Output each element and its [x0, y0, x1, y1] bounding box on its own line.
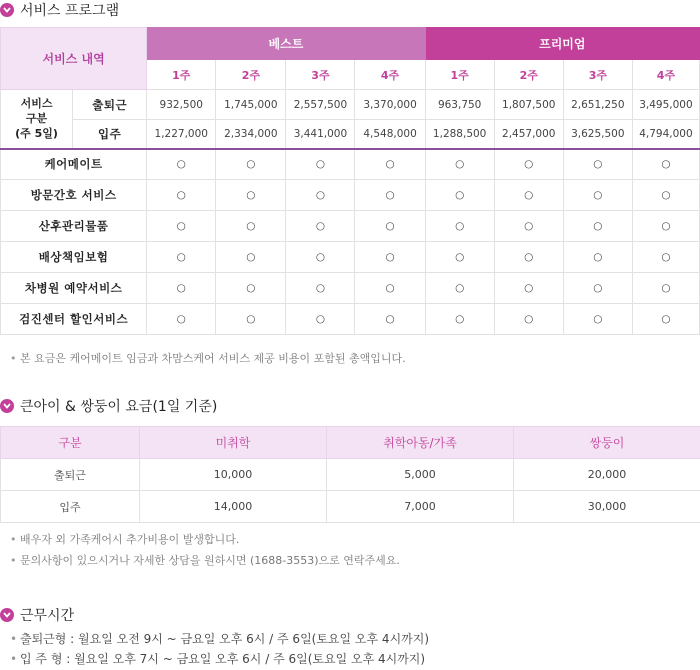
table-header: 구분: [1, 427, 140, 459]
feature-included-mark: ○: [632, 304, 699, 335]
week-header: 1주: [425, 60, 494, 90]
work-hours-live-in: • 입 주 형 : 월요일 오후 7시 ~ 금요일 오후 6시 / 주 6일(토요일 오후 4시까지): [10, 650, 425, 668]
feature-included-mark: ○: [425, 211, 494, 242]
price-cell: 4,794,000: [632, 120, 699, 149]
feature-included-mark: ○: [425, 149, 494, 180]
week-header: 2주: [494, 60, 563, 90]
table-cell: 7,000: [327, 491, 514, 523]
feature-label: 차병원 예약서비스: [1, 273, 147, 304]
feature-label: 방문간호 서비스: [1, 180, 147, 211]
feature-included-mark: ○: [355, 211, 425, 242]
feature-included-mark: ○: [147, 242, 216, 273]
feature-included-mark: ○: [425, 180, 494, 211]
section-work-hours-header: [0, 605, 74, 625]
table-cell: 출퇴근: [1, 459, 140, 491]
table-cell: 30,000: [514, 491, 700, 523]
price-cell: 3,495,000: [632, 90, 699, 120]
price-cell: 3,441,000: [286, 120, 355, 149]
best-plan-header: 베스트: [147, 28, 425, 60]
price-cell: 2,334,000: [216, 120, 286, 149]
price-cell: 1,288,500: [425, 120, 494, 149]
feature-included-mark: ○: [494, 211, 563, 242]
sibling-twin-rate-table: [0, 426, 700, 523]
service-category-label: 서비스 구분 (주 5일): [1, 90, 73, 149]
table-cell: 20,000: [514, 459, 700, 491]
week-header: 1주: [147, 60, 216, 90]
price-cell: 2,457,000: [494, 120, 563, 149]
feature-label: 산후관리물품: [1, 211, 147, 242]
section-sibling-twin-header: [0, 396, 217, 416]
feature-included-mark: ○: [286, 149, 355, 180]
feature-included-mark: ○: [147, 149, 216, 180]
week-header: 4주: [355, 60, 425, 90]
pricing-note: • 본 요금은 케어메이트 임금과 차맘스케어 서비스 제공 비용이 포함된 총액입니다.: [10, 351, 406, 367]
feature-included-mark: ○: [632, 242, 699, 273]
feature-included-mark: ○: [286, 211, 355, 242]
feature-included-mark: ○: [563, 180, 632, 211]
feature-included-mark: ○: [147, 211, 216, 242]
feature-included-mark: ○: [216, 180, 286, 211]
section-title: 근무시간: [20, 608, 75, 624]
feature-label: 케어메이트: [1, 149, 147, 180]
week-header: 3주: [563, 60, 632, 90]
feature-included-mark: ○: [286, 180, 355, 211]
row-label-commute: 출퇴근: [73, 90, 147, 120]
week-header: 4주: [632, 60, 699, 90]
price-cell: 1,807,500: [494, 90, 563, 120]
chevron-down-icon: [0, 608, 14, 622]
feature-included-mark: ○: [216, 273, 286, 304]
feature-included-mark: ○: [355, 242, 425, 273]
chevron-down-icon: [0, 399, 14, 413]
feature-included-mark: ○: [286, 304, 355, 335]
feature-included-mark: ○: [494, 242, 563, 273]
price-cell: 1,227,000: [147, 120, 216, 149]
feature-included-mark: ○: [563, 149, 632, 180]
table-cell: 10,000: [140, 459, 327, 491]
price-cell: 2,651,250: [563, 90, 632, 120]
feature-included-mark: ○: [425, 273, 494, 304]
service-program-table: [0, 27, 700, 335]
feature-included-mark: ○: [494, 149, 563, 180]
extra-cost-note: • 배우자 외 가족케어시 추가비용이 발생합니다.: [10, 532, 239, 548]
feature-included-mark: ○: [632, 180, 699, 211]
feature-included-mark: ○: [494, 273, 563, 304]
table-header: 취학아동/가족: [327, 427, 514, 459]
table-cell: 입주: [1, 491, 140, 523]
section-service-program-header: [0, 0, 119, 20]
feature-included-mark: ○: [147, 273, 216, 304]
feature-included-mark: ○: [216, 149, 286, 180]
week-header: 3주: [286, 60, 355, 90]
row-label-live-in: 입주: [73, 120, 147, 149]
work-hours-commute: • 출퇴근형 : 월요일 오전 9시 ~ 금요일 오후 6시 / 주 6일(토요일 오후 4시까지): [10, 630, 429, 648]
premium-plan-header: 프리미엄: [425, 28, 699, 60]
feature-included-mark: ○: [355, 273, 425, 304]
service-header: 서비스 내역: [1, 28, 147, 90]
table-header: 쌍둥이: [514, 427, 700, 459]
feature-included-mark: ○: [216, 211, 286, 242]
price-cell: 963,750: [425, 90, 494, 120]
price-cell: 2,557,500: [286, 90, 355, 120]
feature-label: 배상책임보험: [1, 242, 147, 273]
section-title: 서비스 프로그램: [20, 3, 120, 19]
feature-included-mark: ○: [494, 180, 563, 211]
feature-included-mark: ○: [563, 242, 632, 273]
feature-included-mark: ○: [147, 180, 216, 211]
feature-included-mark: ○: [147, 304, 216, 335]
feature-included-mark: ○: [216, 242, 286, 273]
feature-included-mark: ○: [355, 180, 425, 211]
feature-included-mark: ○: [494, 304, 563, 335]
feature-included-mark: ○: [355, 304, 425, 335]
contact-note: • 문의사항이 있으시거나 자세한 상담을 원하시면 (1688-3553)으로 연락주세요.: [10, 553, 400, 569]
feature-included-mark: ○: [632, 273, 699, 304]
feature-included-mark: ○: [286, 273, 355, 304]
week-header: 2주: [216, 60, 286, 90]
feature-included-mark: ○: [425, 304, 494, 335]
feature-label: 검진센터 할인서비스: [1, 304, 147, 335]
price-cell: 3,625,500: [563, 120, 632, 149]
feature-included-mark: ○: [216, 304, 286, 335]
feature-included-mark: ○: [286, 242, 355, 273]
feature-included-mark: ○: [563, 211, 632, 242]
feature-included-mark: ○: [425, 242, 494, 273]
price-cell: 932,500: [147, 90, 216, 120]
feature-included-mark: ○: [355, 149, 425, 180]
feature-included-mark: ○: [632, 211, 699, 242]
feature-included-mark: ○: [563, 273, 632, 304]
price-cell: 3,370,000: [355, 90, 425, 120]
feature-included-mark: ○: [563, 304, 632, 335]
section-title: 큰아이 & 쌍둥이 요금(1일 기준): [20, 399, 218, 415]
table-cell: 14,000: [140, 491, 327, 523]
feature-included-mark: ○: [632, 149, 699, 180]
table-header: 미취학: [140, 427, 327, 459]
chevron-down-icon: [0, 3, 14, 17]
price-cell: 1,745,000: [216, 90, 286, 120]
price-cell: 4,548,000: [355, 120, 425, 149]
table-cell: 5,000: [327, 459, 514, 491]
